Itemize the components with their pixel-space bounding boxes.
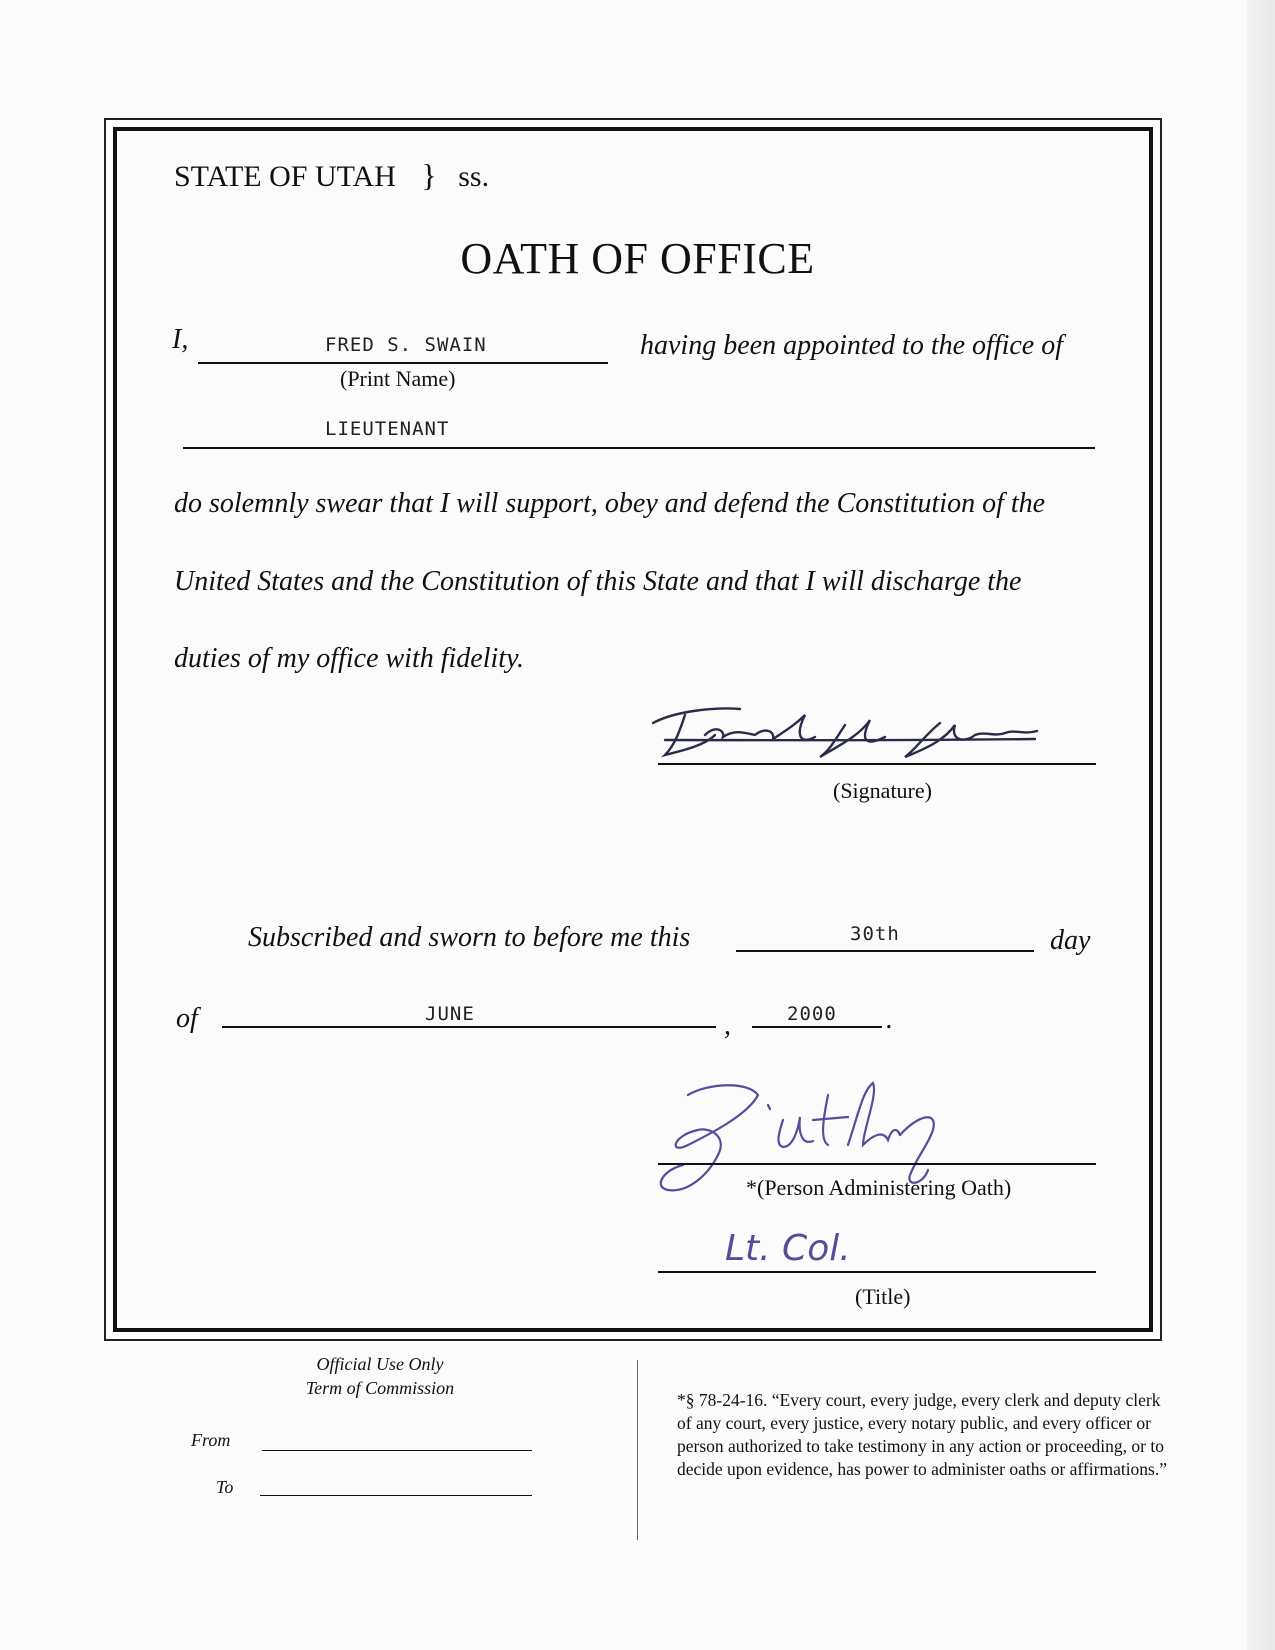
footer-divider xyxy=(637,1360,638,1540)
month-line xyxy=(222,1026,716,1028)
appointed-text: having been appointed to the office of xyxy=(640,330,1064,361)
statute-footnote: *§ 78-24-16. “Every court, every judge, every clerk and deputy clerk of any court, every justice, every notary public, and every officer or person authorized to take testimony in any action or proceeding, or to decide upon evidence, has power to administer oaths or affirmations.” xyxy=(677,1390,1168,1479)
office-value[interactable]: LIEUTENANT xyxy=(325,418,450,440)
administrator-label: *(Person Administering Oath) xyxy=(746,1175,1012,1200)
state-heading xyxy=(174,157,489,194)
sworn-prefix: Subscribed and sworn to before me this xyxy=(248,922,691,953)
official-use-heading: Official Use Only xyxy=(316,1354,444,1374)
of-prefix: of xyxy=(176,1003,198,1034)
oath-body-line-2: United States and the Constitution of this State and that I will discharge the xyxy=(174,566,1022,597)
ss: ss. xyxy=(458,160,490,193)
brace: } xyxy=(421,157,437,193)
period: . xyxy=(886,1004,893,1035)
title-value[interactable]: Lt. Col. xyxy=(725,1228,851,1269)
official-use-block xyxy=(255,1352,505,1400)
to-label: To xyxy=(216,1477,234,1497)
i-prefix: I, xyxy=(172,324,189,355)
signature-line xyxy=(658,763,1096,765)
oath-body-line-1: do solemnly swear that I will support, obey and defend the Constitution of the xyxy=(174,488,1046,519)
year-value[interactable]: 2000 xyxy=(787,1003,837,1025)
day-line xyxy=(736,950,1034,952)
from-label: From xyxy=(191,1430,231,1450)
year-line xyxy=(752,1026,882,1028)
title-line xyxy=(658,1271,1096,1273)
title-label: (Title) xyxy=(855,1284,911,1309)
to-line[interactable] xyxy=(260,1495,532,1496)
administrator-line xyxy=(658,1163,1096,1165)
signature-label: (Signature) xyxy=(833,778,932,803)
page-title: OATH OF OFFICE xyxy=(460,234,815,283)
term-of-commission: Term of Commission xyxy=(305,1378,455,1398)
print-name-line xyxy=(198,362,608,364)
month-value[interactable]: JUNE xyxy=(425,1003,475,1025)
office-line xyxy=(183,447,1095,449)
print-name-value[interactable]: FRED S. SWAIN xyxy=(325,334,487,356)
day-suffix: day xyxy=(1050,925,1091,956)
day-value[interactable]: 30th xyxy=(850,923,900,945)
comma: , xyxy=(724,1010,731,1041)
officer-signature xyxy=(645,695,1085,765)
oath-body-line-3: duties of my office with fidelity. xyxy=(174,643,524,674)
from-line[interactable] xyxy=(262,1450,532,1451)
state-name: STATE OF UTAH xyxy=(174,160,396,193)
print-name-label: (Print Name) xyxy=(340,366,456,391)
